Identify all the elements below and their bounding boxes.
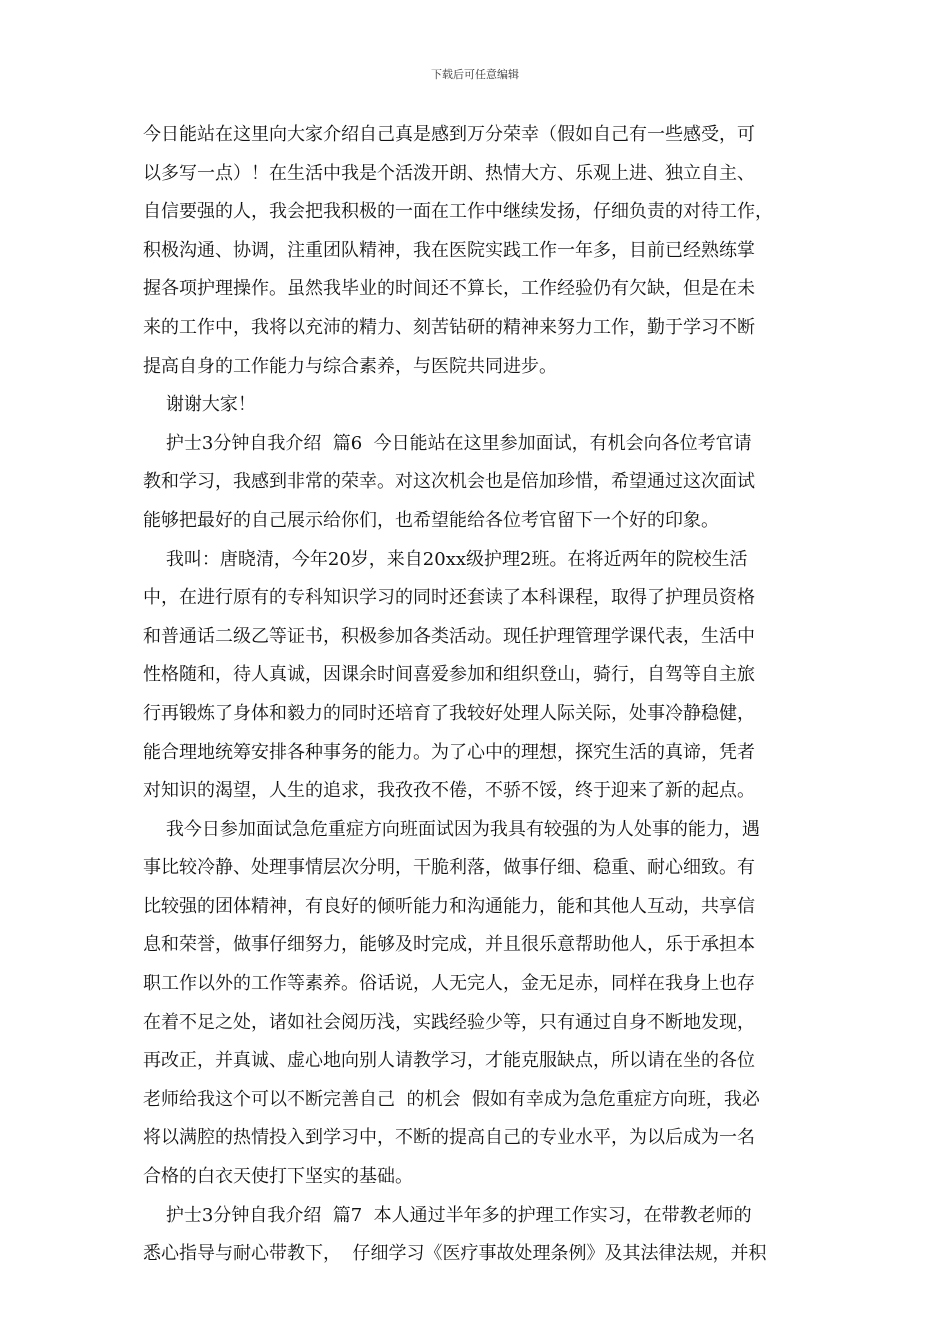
text-line: 教和学习，我感到非常的荣幸。对这次机会也是倍加珍惜，希望通过这次面试 bbox=[143, 471, 755, 493]
text-line: 今日能站在这里向大家介绍自己真是感到万分荣幸（假如自己有一些感受，可 bbox=[143, 124, 755, 145]
text-line: 中，在进行原有的专科知识学习的同时还套读了本科课程，取得了护理员资格 bbox=[143, 587, 755, 609]
text-line: 以多写一点）！在生活中我是个活泼开朗、热情大方、乐观上进、独立自主、 bbox=[143, 162, 755, 184]
text-line: 性格随和，待人真诚，因课余时间喜爱参加和组织登山，骑行，自驾等自主旅 bbox=[143, 664, 755, 686]
text-line: 比较强的团体精神，有良好的倾听能力和沟通能力，能和其他人互动，共享信 bbox=[143, 895, 755, 917]
text-line: 提高自身的工作能力与综合素养，与医院共同进步。 bbox=[143, 355, 557, 377]
text-line: 自信要强的人，我会把我积极的一面在工作中继续发扬，仔细负责的对待工作， bbox=[143, 201, 773, 223]
text-line: 再改正，并真诚、虚心地向别人请教学习，才能克服缺点，所以请在坐的各位 bbox=[143, 1050, 755, 1072]
text-line: 对知识的渴望，人生的追求，我孜孜不倦，不骄不馁，终于迎来了新的起点。 bbox=[143, 780, 755, 802]
text-line: 在着不足之处，诸如社会阅历浅，实践经验少等，只有通过自身不断地发现， bbox=[143, 1011, 755, 1033]
text-line: 护士3分钟自我介绍 篇7 本人通过半年多的护理工作实习，在带教老师的 bbox=[143, 1204, 752, 1226]
text-line: 老师给我这个可以不断完善自己 的机会 假如有幸成为急危重症方向班，我必 bbox=[143, 1088, 760, 1110]
text-line: 合格的白衣天使打下坚实的基础。 bbox=[143, 1166, 413, 1188]
document-body bbox=[143, 116, 810, 1274]
text-line: 将以满腔的热情投入到学习中，不断的提高自己的专业水平，为以后成为一名 bbox=[143, 1127, 755, 1149]
text-line: 息和荣誉，做事仔细努力，能够及时完成，并且很乐意帮助他人，乐于承担本 bbox=[143, 934, 755, 956]
page-header: 下载后可任意编辑 bbox=[431, 68, 519, 81]
text-line: 护士3分钟自我介绍 篇6 今日能站在这里参加面试，有机会向各位考官请 bbox=[143, 432, 752, 454]
text-line: 行再锻炼了身体和毅力的同时还培育了我较好处理人际关际，处事冷静稳健， bbox=[143, 702, 755, 724]
text-line: 握各项护理操作。虽然我毕业的时间还不算长，工作经验仍有欠缺，但是在未 bbox=[143, 278, 755, 300]
text-line: 和普通话二级乙等证书，积极参加各类活动。现任护理管理学课代表，生活中 bbox=[143, 625, 755, 647]
text-line: 悉心指导与耐心带教下， 仔细学习《医疗事故处理条例》及其法律法规，并积 bbox=[143, 1243, 767, 1265]
text-line: 我叫：唐晓清，今年20岁，来自20xx级护理2班。在将近两年的院校生活 bbox=[143, 548, 748, 570]
text-line: 事比较冷静、处理事情层次分明，干脆利落，做事仔细、稳重、耐心细致。有 bbox=[143, 857, 755, 879]
text-line: 能够把最好的自己展示给你们，也希望能给各位考官留下一个好的印象。 bbox=[143, 509, 719, 531]
text-line: 能合理地统筹安排各种事务的能力。为了心中的理想，探究生活的真谛，凭者 bbox=[143, 741, 755, 763]
text-line: 职工作以外的工作等素养。俗话说，人无完人，金无足赤，同样在我身上也存 bbox=[143, 973, 755, 995]
text-line: 来的工作中，我将以充沛的精力、刻苦钻研的精神来努力工作，勤于学习不断 bbox=[143, 316, 755, 338]
text-line: 积极沟通、协调，注重团队精神，我在医院实践工作一年多，目前已经熟练掌 bbox=[143, 239, 755, 261]
text-line: 谢谢大家！ bbox=[143, 394, 256, 416]
text-line: 我今日参加面试急危重症方向班面试因为我具有较强的为人处事的能力，遇 bbox=[143, 818, 760, 840]
